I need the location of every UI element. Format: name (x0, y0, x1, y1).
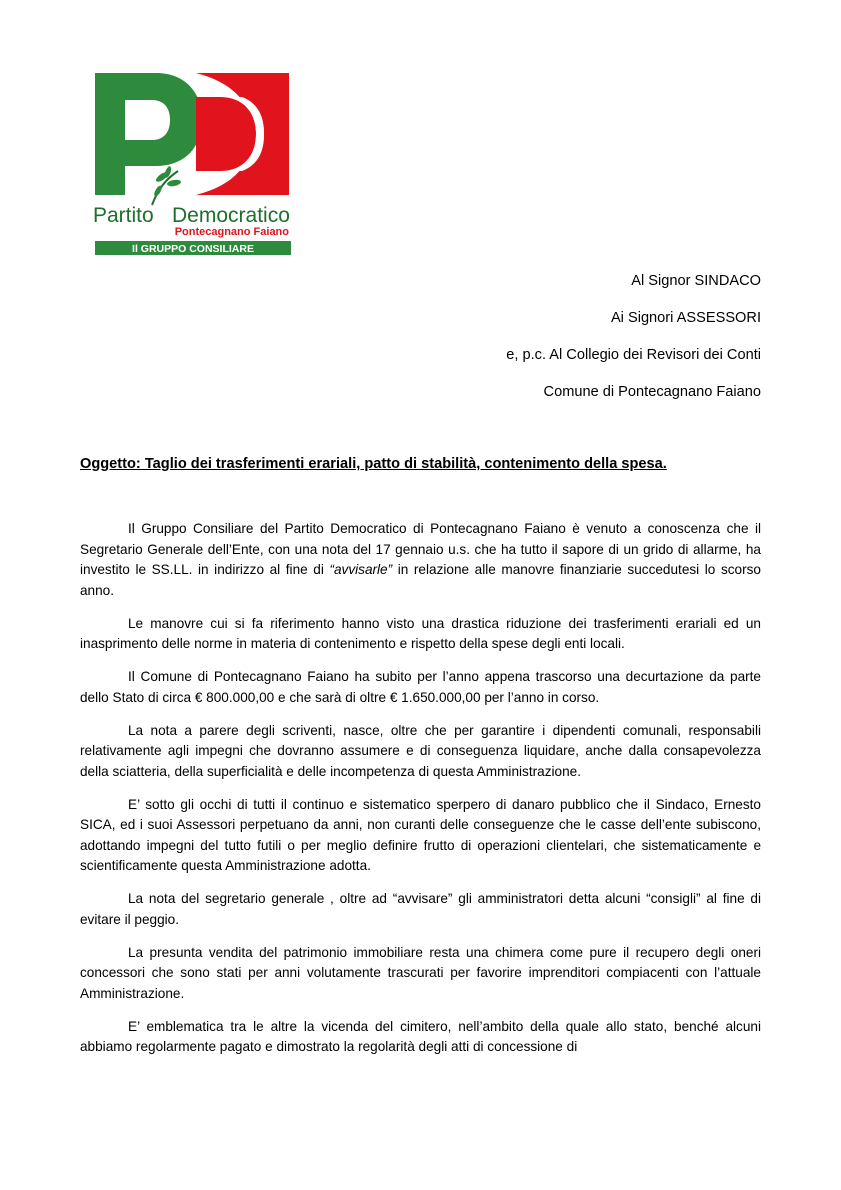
paragraph: Il Comune di Pontecagnano Faiano ha subito per l’anno appena trascorso una decurtazione da parte dello Stato di circa € 800.000,00 e che sarà di oltre € 1.650.000,00 per l’anno in corso. (80, 669, 761, 705)
paragraph: Il Gruppo Consiliare del Partito Democratico di Pontecagnano Faiano è venuto a conoscenza che il Segretario Generale dell’Ente, con una nota del 17 gennaio u.s. che ha tutto il sapore di un grido di allarme, ha investito le SS.LL. in indirizzo al fine di “avvisarle” in relazione alle manovre finanziarie succedutesi lo scorso anno. (80, 521, 761, 598)
paragraph: E’ sotto gli occhi di tutti il continuo e sistematico sperpero di danaro pubblico che il Sindaco, Ernesto SICA, ed i suoi Assessori perpetuano da anni, non curanti delle conseguenze che le casse dell’ente subiscono, adottando impegni del tutto futili o per meglio definire frutto di operazioni clientelari, che sistematicamente e scientificamente questa Amministrazione adotta. (80, 796, 761, 873)
quoted-word: “avvisarle” (329, 562, 393, 577)
recipient-line: Al Signor SINDACO (631, 273, 761, 289)
party-logo (92, 73, 292, 257)
logo-group-label: Il GRUPPO CONSILIARE (132, 243, 254, 255)
recipient-line: Comune di Pontecagnano Faiano (543, 384, 761, 400)
recipient-line: Ai Signori ASSESSORI (610, 310, 761, 326)
paragraph: La nota a parere degli scriventi, nasce, oltre che per garantire i dipendenti comunali, responsabili relativamente agli impegni che dovranno assumere e di conseguenza liquidare, anche dalla consapevolezza della sciatteria, della superficialità e delle incompetenza di questa Amministrazione. (80, 722, 761, 779)
recipient-line: e, p.c. Al Collegio dei Revisori dei Conti (506, 347, 761, 363)
logo-party-name-1: Partito (93, 204, 154, 227)
olive-branch-icon (152, 165, 181, 205)
logo-party-name-2: Democratico (172, 204, 290, 227)
paragraph: La presunta vendita del patrimonio immobiliare resta una chimera come pure il recupero degli oneri concessori che sono stati per anni volutamente trascurati per favorire imprenditori compiacenti con l’attuale Amministrazione. (80, 944, 761, 1001)
letter-body (80, 519, 761, 1070)
paragraph: Le manovre cui si fa riferimento hanno visto una drastica riduzione dei trasferimenti erariali ed un inasprimento delle norme in materia di contenimento e rispetto della spese degli enti locali. (80, 615, 761, 651)
paragraph: La nota del segretario generale , oltre ad “avvisare” gli amministratori detta alcuni “consigli” al fine di evitare il peggio. (80, 891, 761, 927)
subject-line: Oggetto: Taglio dei trasferimenti erariali, patto di stabilità, contenimento della spesa. (80, 456, 667, 472)
recipients-block (506, 270, 761, 418)
logo-letter-p (95, 73, 202, 195)
paragraph: E’ emblematica tra le altre la vicenda del cimitero, nell’ambito della quale allo stato, benché alcuni abbiamo regolarmente pagato e dimostrato la regolarità degli atti di concessione di (80, 1018, 761, 1054)
logo-location: Pontecagnano Faiano (174, 226, 289, 238)
